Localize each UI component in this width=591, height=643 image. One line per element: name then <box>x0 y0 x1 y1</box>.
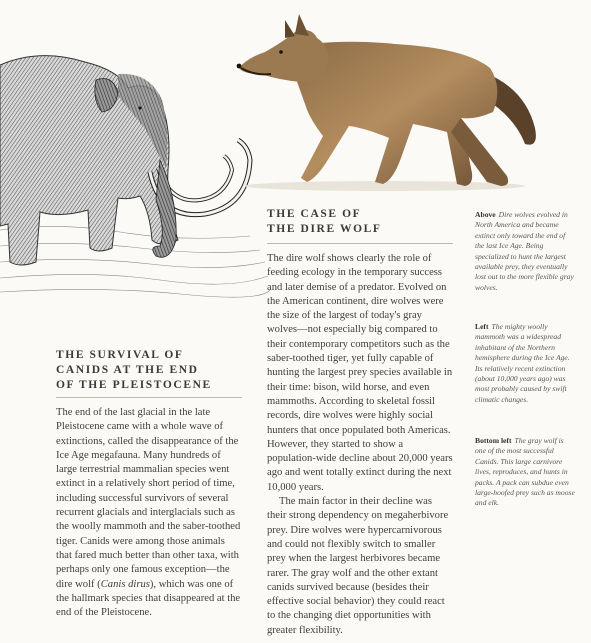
heading-line: CANIDS AT THE END <box>56 364 199 376</box>
heading-line: OF THE PLEISTOCENE <box>56 379 212 391</box>
heading-line: THE DIRE WOLF <box>267 223 382 235</box>
canid-survival-heading <box>56 348 212 393</box>
canid-survival-body <box>56 406 242 620</box>
dire-wolf-body <box>267 252 453 638</box>
dire-wolf-illustration <box>225 8 545 198</box>
caption-text: The mighty woolly mammoth was a widespread inhabitant of the Northern hemisphere during the Ice Age. Its relatively recent extinction (about 10,000 years ago) was most probably caused by swift climatic changes. <box>475 322 570 404</box>
body-paragraph: The dire wolf shows clearly the role of feeding ecology in the temporary success and later demise of a predator. Evolved on the American continent, dire wolves were the size of the largest of today's gray wolves—not especially big compared to their contemporary competitors such as the saber-toothed tiger, yet fully capable of hunting the largest prey species available in their time: bison, wild horse, and even mammoths. According to skeletal fossil records, dire wolves were highly social hunters that once populated both Americas. However, they started to show a population-wide decline about 20,000 years ago and went totally extinct during the next 10,000 years. <box>267 253 453 493</box>
caption-label: Left <box>475 322 489 331</box>
species-name: Canis dirus <box>100 578 150 590</box>
body-paragraph: The end of the last glacial in the late Pleistocene came with a whole wave of extinctions, called the disappearance of the Ice Age megafauna. Many hundreds of large terrestrial mammalian species went extinct in a relatively short period of time, including successful survivors of several recurrent glacials and interglacials such as the woolly mammoth and the saber-toothed tiger. Canids were among those animals that fared much better than other taxa, with perhaps only one famous exception—the dire wolf (Canis dirus), which was one of the hallmark species that disappeared at the end of the Pleistocene. <box>56 407 241 619</box>
dire-wolf-heading <box>267 207 382 237</box>
caption-left <box>475 322 575 405</box>
caption-text: The gray wolf is one of the most successful Canids. This large carnivore lives, reproduces, and hunts in packs. A pack can subdue even large-hoofed prey such as moose and elk. <box>475 436 575 508</box>
heading-divider <box>56 397 242 398</box>
caption-text: Dire wolves evolved in North America and became extinct only toward the end of the last Ice Age. Being specialized to hunt the largest available prey, they eventually lost out to the more flexible gray wolves. <box>475 210 574 292</box>
caption-above <box>475 210 575 293</box>
heading-line: THE CASE OF <box>267 208 362 220</box>
caption-label: Bottom left <box>475 436 512 445</box>
caption-label: Above <box>475 210 496 219</box>
caption-bottom-left <box>475 436 575 509</box>
heading-divider <box>267 243 453 244</box>
heading-line: THE SURVIVAL OF <box>56 349 184 361</box>
body-paragraph: The main factor in their decline was their strong dependency on megaherbivore prey. Dire wolves were hypercarnivorous and could not flexibly switch to smaller prey when the largest herbivores became rarer. The gray wolf and the other extant canids survived because (besides their effective social behavior) they could react to the changing diet opportunities with greater flexibility. <box>267 496 449 636</box>
